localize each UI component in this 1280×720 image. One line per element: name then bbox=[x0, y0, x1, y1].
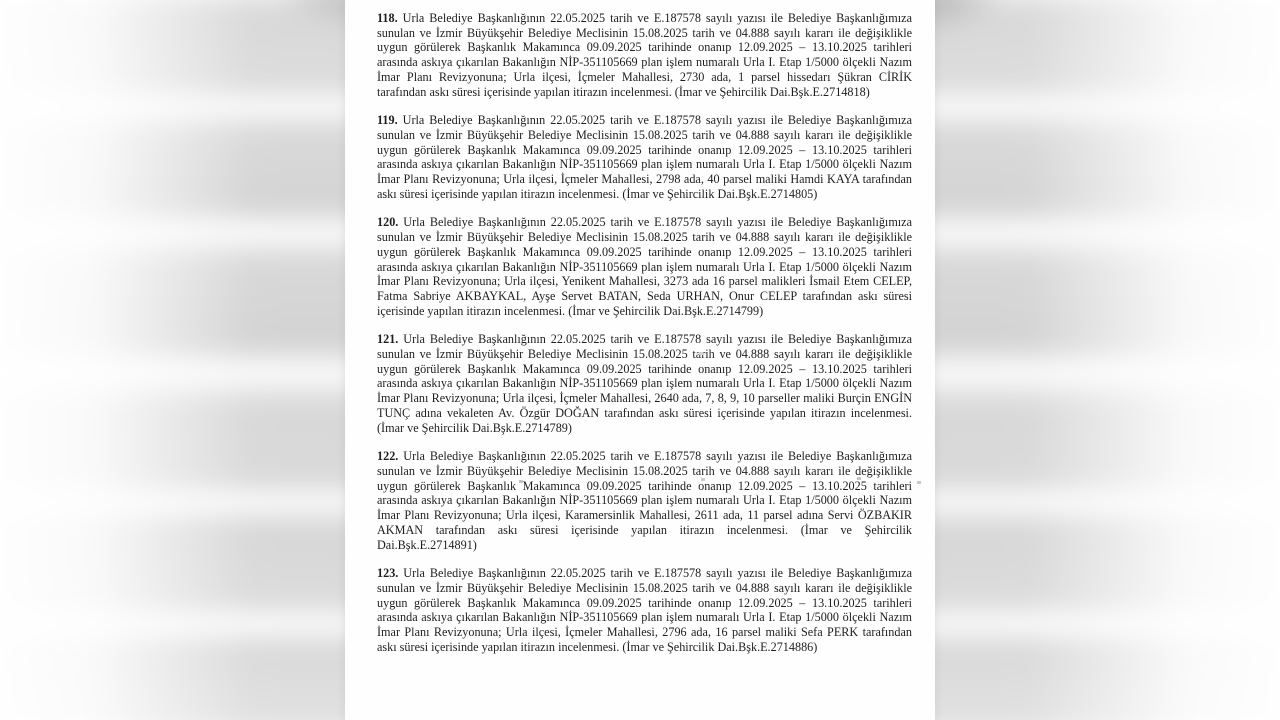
agenda-item-number: 119. bbox=[377, 113, 398, 128]
agenda-item-text: Urla Belediye Başkanlığının 22.05.2025 tarih ve E.187578 sayılı yazısı ile Belediye Başkanlığımıza sunulan ve İzmir Büyükşehir Belediye Meclisinin 15.08.2025 tarih ve 04.888 sayılı kararı ile değişiklikle uygun görülerek Başkanlık Makamınca 09.09.2025 tarihinde onanıp 12.09.2025 – 13.10.2025 tarihleri arasında askıya çıkarılan Bakanlığın NİP-351105669 plan işlem numaralı Urla I. Etap 1/5000 ölçekli Nazım İmar Planı Revizyonuna; Urla ilçesi, İçmeler Mahallesi, 2640 ada, 7, 8, 9, 10 parseller maliki Burçin ENGİN TUNÇ adına vekaleten Av. Özgür DOĞAN tarafından askı süresi içerisinde yapılan itirazın incelenmesi. (İmar ve Şehircilik Dai.Bşk.E.2714789) bbox=[377, 332, 913, 435]
agenda-item-122 bbox=[377, 449, 912, 552]
agenda-item-118 bbox=[377, 11, 912, 99]
agenda-item-number: 123. bbox=[377, 566, 399, 581]
agenda-item-number: 121. bbox=[377, 332, 399, 347]
agenda-item-number: 120. bbox=[377, 215, 399, 230]
agenda-item-text: Urla Belediye Başkanlığının 22.05.2025 tarih ve E.187578 sayılı yazısı ile Belediye Başkanlığımıza sunulan ve İzmir Büyükşehir Belediye Meclisinin 15.08.2025 tarih ve 04.888 sayılı kararı ile değişiklikle uygun görülerek Başkanlık Makamınca 09.09.2025 tarihinde onanıp 12.09.2025 – 13.10.2025 tarihleri arasında askıya çıkarılan Bakanlığın NİP-351105669 plan işlem numaralı Urla I. Etap 1/5000 ölçekli Nazım İmar Planı Revizyonuna; Urla ilçesi, İçmeler Mahallesi, 2796 ada, 16 parsel maliki Sefa PERK tarafından askı süresi içerisinde yapılan itirazın incelenmesi. (İmar ve Şehircilik Dai.Bşk.E.2714886) bbox=[377, 566, 913, 654]
agenda-item-number: 122. bbox=[377, 449, 399, 464]
agenda-item-121 bbox=[377, 332, 912, 435]
agenda-item-123 bbox=[377, 566, 912, 654]
document-text-block bbox=[377, 11, 912, 654]
agenda-item-text: Urla Belediye Başkanlığının 22.05.2025 tarih ve E.187578 sayılı yazısı ile Belediye Başkanlığımıza sunulan ve İzmir Büyükşehir Belediye Meclisinin 15.08.2025 tarih ve 04.888 sayılı kararı ile değişiklikle uygun görülerek Başkanlık Makamınca 09.09.2025 tarihinde onanıp 12.09.2025 – 13.10.2025 tarihleri arasında askıya çıkarılan Bakanlığın NİP-351105669 plan işlem numaralı Urla I. Etap 1/5000 ölçekli Nazım İmar Planı Revizyonuna; Urla ilçesi, İçmeler Mahallesi, 2730 ada, 1 parsel hissedarı Şükran CİRİK tarafından askı süresi içerisinde yapılan itirazın incelenmesi. (İmar ve Şehircilik Dai.Bşk.E.2714818) bbox=[377, 11, 912, 99]
agenda-item-120 bbox=[377, 215, 912, 318]
scan-noise-speckles bbox=[0, 0, 2, 1]
document-page bbox=[345, 0, 935, 720]
agenda-item-119 bbox=[377, 113, 912, 201]
background-blur-left bbox=[0, 0, 360, 720]
background-blur-right bbox=[920, 0, 1280, 720]
agenda-item-number: 118. bbox=[377, 11, 398, 25]
agenda-item-text: Urla Belediye Başkanlığının 22.05.2025 tarih ve E.187578 sayılı yazısı ile Belediye Başkanlığımıza sunulan ve İzmir Büyükşehir Belediye Meclisinin 15.08.2025 tarih ve 04.888 sayılı kararı ile değişiklikle uygun görülerek Başkanlık Makamınca 09.09.2025 tarihinde onanıp 12.09.2025 – 13.10.2025 tarihleri arasında askıya çıkarılan Bakanlığın NİP-351105669 plan işlem numaralı Urla I. Etap 1/5000 ölçekli Nazım İmar Planı Revizyonuna; Urla ilçesi, Yenikent Mahallesi, 3273 ada 16 parsel malikleri İsmail Etem CELEP, Fatma Sabriye AKBAYKAL, Ayşe Servet BATAN, Seda URHAN, Onur CELEP tarafından askı süresi içerisinde yapılan itirazın incelenmesi. (İmar ve Şehircilik Dai.Bşk.E.2714799) bbox=[377, 215, 913, 318]
agenda-item-text: Urla Belediye Başkanlığının 22.05.2025 tarih ve E.187578 sayılı yazısı ile Belediye Başkanlığımıza sunulan ve İzmir Büyükşehir Belediye Meclisinin 15.08.2025 tarih ve 04.888 sayılı kararı ile değişiklikle uygun görülerek Başkanlık Makamınca 09.09.2025 tarihinde onanıp 12.09.2025 – 13.10.2025 tarihleri arasında askıya çıkarılan Bakanlığın NİP-351105669 plan işlem numaralı Urla I. Etap 1/5000 ölçekli Nazım İmar Planı Revizyonuna; Urla ilçesi, Karamersinlik Mahallesi, 2611 ada, 11 parsel adına Servi ÖZBAKIR AKMAN tarafından askı süresi içerisinde yapılan itirazın incelenmesi. (İmar ve Şehircilik Dai.Bşk.E.2714891) bbox=[377, 449, 913, 552]
agenda-item-text: Urla Belediye Başkanlığının 22.05.2025 tarih ve E.187578 sayılı yazısı ile Belediye Başkanlığımıza sunulan ve İzmir Büyükşehir Belediye Meclisinin 15.08.2025 tarih ve 04.888 sayılı kararı ile değişiklikle uygun görülerek Başkanlık Makamınca 09.09.2025 tarihinde onanıp 12.09.2025 – 13.10.2025 tarihleri arasında askıya çıkarılan Bakanlığın NİP-351105669 plan işlem numaralı Urla I. Etap 1/5000 ölçekli Nazım İmar Planı Revizyonuna; Urla ilçesi, İçmeler Mahallesi, 2798 ada, 40 parsel maliki Hamdi KAYA tarafından askı süresi içerisinde yapılan itirazın incelenmesi. (İmar ve Şehircilik Dai.Bşk.E.2714805) bbox=[377, 113, 912, 201]
